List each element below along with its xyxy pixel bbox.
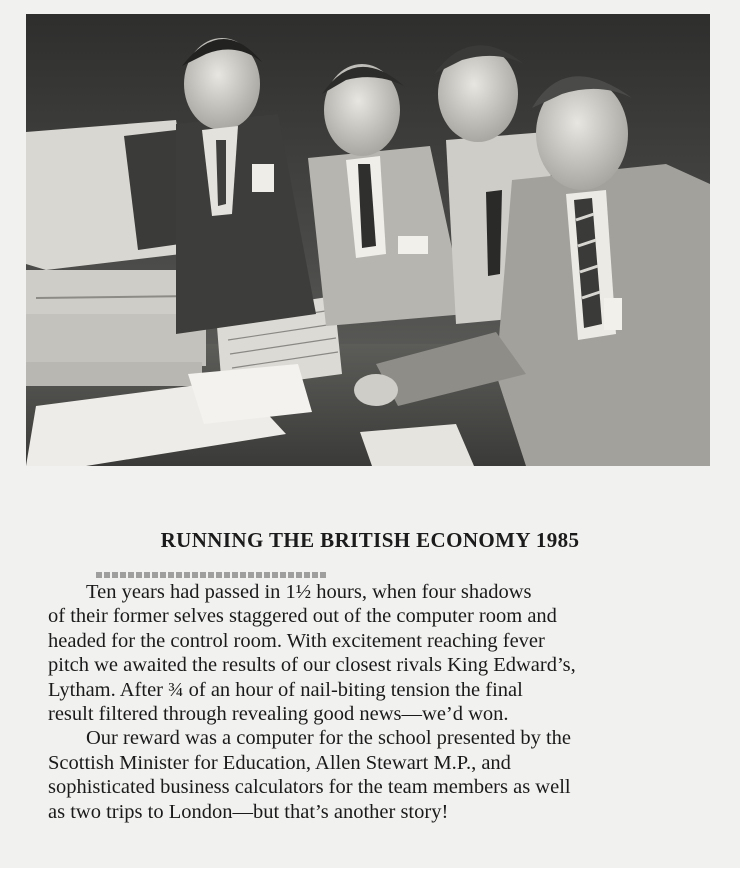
page-margin: [0, 868, 750, 890]
text-line: as two trips to London—but that’s another story!: [48, 800, 449, 823]
team-photograph: [26, 14, 710, 466]
photo-illustration: [26, 14, 710, 466]
print-bleed-artifact: [96, 572, 326, 578]
text-line: Lytham. After ¾ of an hour of nail-biting tension the final: [48, 678, 523, 701]
text-line: sophisticated business calculators for the team members as well: [48, 776, 571, 799]
text-line: Our reward was a computer for the school presented by the: [86, 727, 571, 750]
text-line: Scottish Minister for Education, Allen Stewart M.P., and: [48, 751, 511, 774]
article-headline: RUNNING THE BRITISH ECONOMY 1985: [160, 528, 580, 552]
paragraph-1: [48, 580, 728, 726]
text-line: pitch we awaited the results of our closest rivals King Edward’s,: [48, 654, 576, 677]
text-line: Ten years had passed in 1½ hours, when four shadows: [86, 581, 532, 603]
article-body: [48, 580, 728, 824]
text-line: result filtered through revealing good news—we’d won.: [48, 703, 509, 726]
text-line: headed for the control room. With excitement reaching fever: [48, 629, 545, 652]
text-line: of their former selves staggered out of the computer room and: [48, 605, 557, 628]
paragraph-2: [48, 726, 728, 824]
